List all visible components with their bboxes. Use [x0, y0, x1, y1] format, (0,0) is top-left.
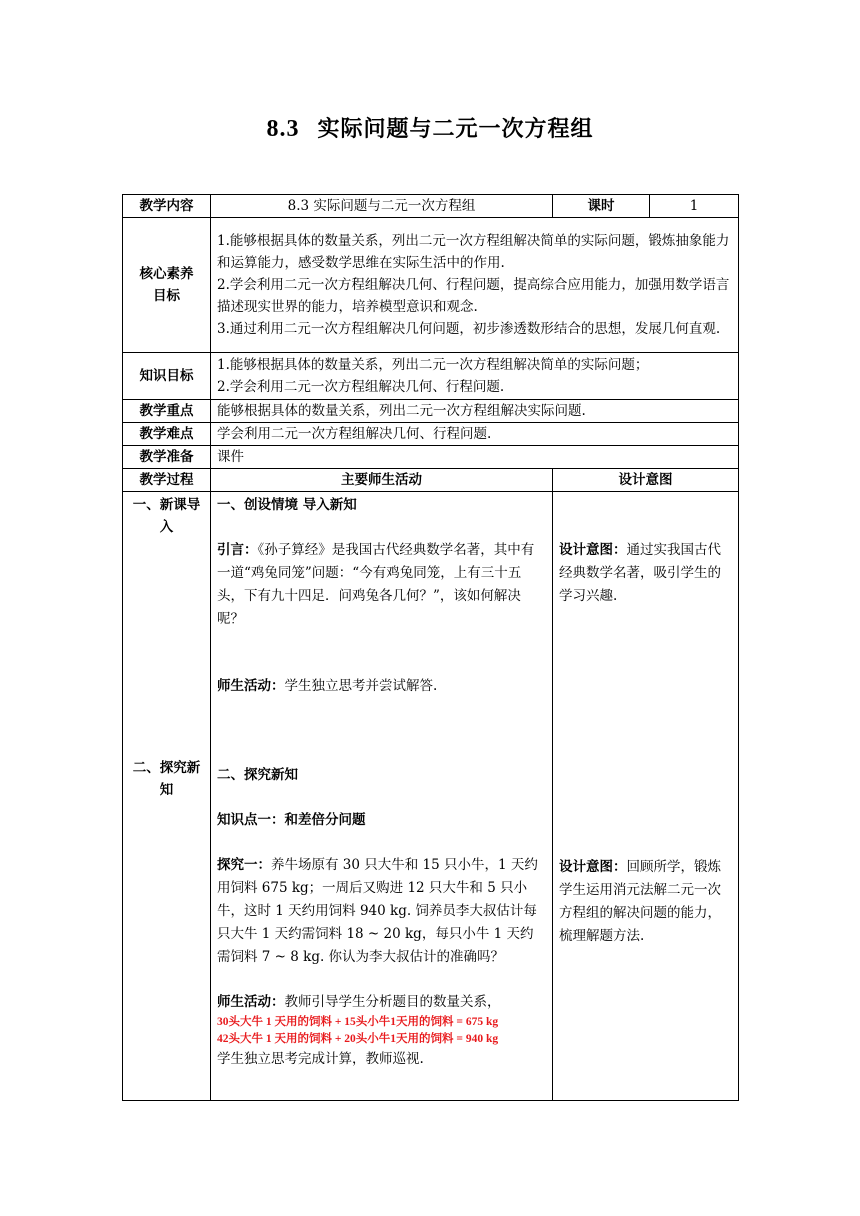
design-intent-2	[559, 856, 732, 948]
core-item-1: 1.能够根据具体的数量关系，列出二元一次方程组解决简单的实际问题，锻炼抽象能力和运算能力，感受数学思维在实际生活中的作用.	[217, 233, 730, 271]
header-design-intent: 设计意图	[553, 469, 739, 492]
stage-2-name: 二、探究新知	[132, 760, 201, 798]
intro-label: 引言：	[217, 542, 258, 558]
core-item-2: 2.学会利用二元一次方程组解决几何、行程问题，提高综合应用能力，加强用数学语言描述现实世界的能力，培养模型意识和观念.	[217, 277, 730, 315]
equation-2: 42头大牛 1 天用的饲料 + 20头小牛1天用的饲料 = 940 kg	[217, 1033, 499, 1045]
difficulty-content: 学会利用二元一次方程组解决几何、行程问题.	[211, 423, 739, 446]
row-difficulty	[123, 423, 739, 446]
label-teaching-content: 教学内容	[123, 195, 211, 218]
key-point-content: 能够根据具体的数量关系，列出二元一次方程组解决实际问题.	[211, 400, 739, 423]
explore-text: 养牛场原有 30 只大牛和 15 只小牛，1 天约用饲料 675 kg；一周后又购进 12 只大牛和 5 只小牛，这时 1 天约用饲料 940 kg. 饲养员李大叔估计每只大牛 1 天约需饲料 18 ~ 20 kg，每只小牛 1 天约需饲料 7 ~ 8 kg. 你认为李大叔估计的准确吗？	[217, 857, 538, 965]
lesson-plan-table	[122, 194, 739, 1101]
row-preparation	[123, 446, 739, 469]
stage-2-heading: 二、探究新知	[217, 767, 298, 783]
label-core-literacy-line1: 核心素养	[139, 266, 194, 282]
label-core-literacy-line2: 目标	[153, 288, 180, 304]
title-text: 实际问题与二元一次方程组	[317, 117, 594, 142]
intro-text: 《孙子算经》是我国古代经典数学名著，其中有一道“鸡兔同笼”问题：“今有鸡兔同笼，上有三十五头，下有九十四足．问鸡兔各几何？”，该如何解决呢？	[217, 542, 535, 627]
closing-text: 学生独立思考完成计算，教师巡视.	[217, 1051, 424, 1067]
row-key-point	[123, 400, 739, 423]
design-intent-content	[553, 492, 739, 1101]
design-intent-1	[559, 539, 732, 608]
explore-label: 探究一：	[217, 857, 271, 873]
stage-1-heading: 一、创设情境 导入新知	[217, 497, 357, 513]
knowledge-point-1: 知识点一：和差倍分问题	[217, 812, 366, 828]
stage-1-name: 一、新课导入	[132, 497, 201, 535]
header-process: 教学过程	[123, 469, 211, 492]
stage-2-activity	[217, 991, 546, 1014]
label-knowledge-goals: 知识目标	[123, 353, 211, 400]
knowledge-item-1: 1.能够根据具体的数量关系，列出二元一次方程组解决简单的实际问题；	[217, 357, 649, 373]
label-core-literacy	[123, 218, 211, 353]
label-class-hours: 课时	[553, 195, 650, 218]
preparation-content: 课件	[211, 446, 739, 469]
class-hours-value: 1	[650, 195, 739, 218]
row-process-body	[123, 492, 739, 1101]
header-activities: 主要师生活动	[211, 469, 553, 492]
explore-paragraph	[217, 854, 546, 969]
stage-2-activity-label: 师生活动：	[217, 994, 285, 1010]
page-title	[0, 112, 860, 143]
intro-paragraph	[217, 539, 546, 631]
stage-1-activity	[217, 675, 546, 698]
equation-1: 30头大牛 1 天用的饲料 + 15头小牛1天用的饲料 = 675 kg	[217, 1016, 499, 1028]
stage-1-activity-label: 师生活动：	[217, 678, 285, 694]
row-knowledge-goals	[123, 353, 739, 400]
knowledge-goals-content	[211, 353, 739, 400]
label-preparation: 教学准备	[123, 446, 211, 469]
row-process-header	[123, 469, 739, 492]
activities-content	[211, 492, 553, 1101]
design-intent-2-text: 回顾所学，锻炼学生运用消元法解二元一次方程组的解决问题的能力，梳理解题方法.	[559, 859, 722, 944]
core-literacy-content	[211, 218, 739, 353]
process-stages	[123, 492, 211, 1101]
label-difficulty: 教学难点	[123, 423, 211, 446]
core-item-3: 3.通过利用二元一次方程组解决几何问题，初步渗透数形结合的思想，发展几何直观.	[217, 321, 721, 337]
stage-2-activity-text: 教师引导学生分析题目的数量关系，	[284, 994, 501, 1010]
row-teaching-content	[123, 195, 739, 218]
teaching-content-value: 8.3 实际问题与二元一次方程组	[211, 195, 553, 218]
design-intent-1-label: 设计意图：	[559, 542, 627, 558]
design-intent-1-text: 通过实我国古代经典数学名著，吸引学生的学习兴趣.	[559, 542, 722, 604]
design-intent-2-label: 设计意图：	[559, 859, 627, 875]
label-key-point: 教学重点	[123, 400, 211, 423]
row-core-literacy	[123, 218, 739, 353]
knowledge-item-2: 2.学会利用二元一次方程组解决几何、行程问题.	[217, 379, 505, 395]
stage-1-activity-text: 学生独立思考并尝试解答.	[284, 678, 438, 694]
title-number: 8.3	[266, 116, 300, 142]
